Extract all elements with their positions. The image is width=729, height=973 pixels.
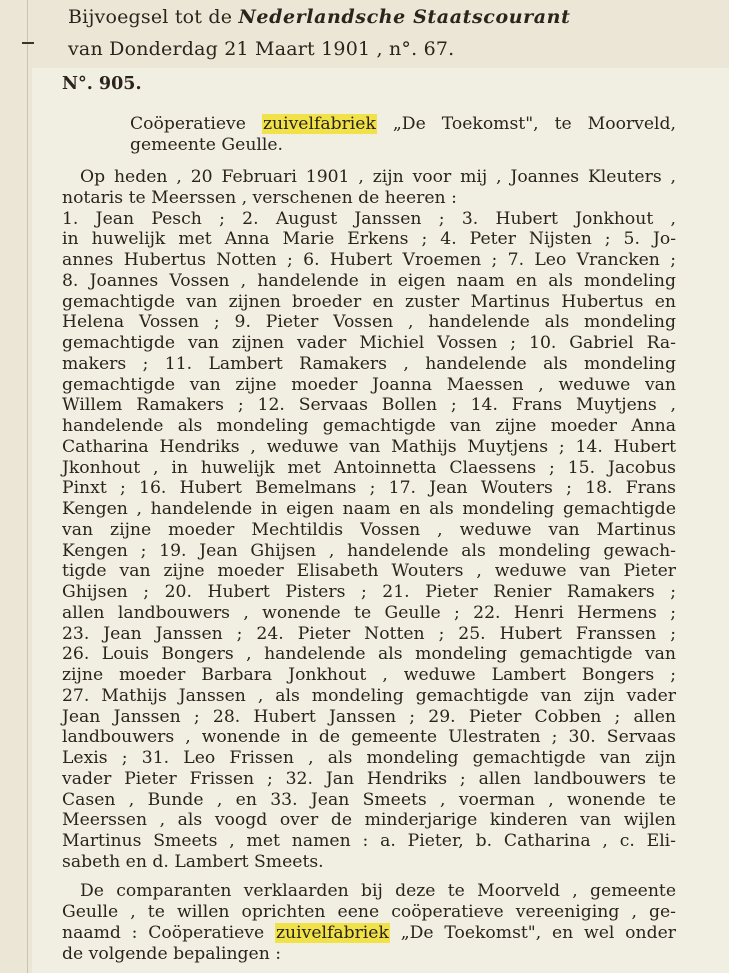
- body-line: gemachtigde van zijnen vader Michiel Vossen ; 10. Gabriel Ra-: [62, 333, 676, 353]
- highlighted-term: zuivelfabriek: [262, 114, 376, 134]
- body-line: makers ; 11. Lambert Ramakers , handelende als mondeling: [62, 353, 676, 374]
- body-line: zijne moeder Barbara Jonkhout , weduwe Lambert Bongers ;: [62, 665, 676, 685]
- body-line: handelende als mondeling gemachtigde van zijne moeder Anna: [62, 416, 676, 436]
- body-line: Pinxt ; 16. Hubert Bemelmans ; 17. Jean Wouters ; 18. Frans: [62, 478, 676, 499]
- body-line: Jkonhout , in huwelijk met Antoinnetta Claessens ; 15. Jacobus: [62, 457, 676, 478]
- margin-mark: [22, 42, 34, 44]
- body-line: allen landbouwers , wonende te Geulle ; 22. Henri Hermens ;: [62, 602, 676, 623]
- body-line: Kengen ; 19. Jean Ghijsen , handelende als mondeling gewach-: [62, 540, 676, 561]
- closing-line-4: de volgende bepalingen :: [62, 944, 282, 964]
- header-prefix: Bijvoegsel tot de: [68, 6, 233, 28]
- body-line: Jean Janssen ; 28. Hubert Janssen ; 29. Pieter Cobben ; allen: [62, 706, 676, 727]
- closing-prefix: naamd : Coöperatieve: [62, 923, 265, 943]
- closing-line-3: [62, 923, 676, 944]
- body-line: Lexis ; 31. Leo Frissen , als mondeling gemachtigde van zijn: [62, 748, 676, 768]
- body-line: Willem Ramakers ; 12. Servaas Bollen ; 14. Frans Muytjens ,: [62, 395, 676, 416]
- body-line: in huwelijk met Anna Marie Erkens ; 4. Peter Nijsten ; 5. Jo-: [62, 229, 676, 250]
- header-publication-title: Nederlandsche Staatscourant: [238, 6, 571, 28]
- article-number: N°. 905.: [62, 74, 142, 94]
- header-supplement-line: [68, 6, 570, 28]
- body-line: Kengen , handelende in eigen naam en als mondeling gemachtigde: [62, 499, 676, 519]
- body-line: 8. Joannes Vossen , handelende in eigen naam en als mondeling: [62, 270, 676, 291]
- article-title-line-1: [130, 114, 676, 135]
- article-title-line-2: gemeente Geulle.: [130, 135, 284, 155]
- body-line: Helena Vossen ; 9. Pieter Vossen , handelende als mondeling: [62, 312, 676, 333]
- body-line: annes Hubertus Notten ; 6. Hubert Vroemen ; 7. Leo Vrancken ;: [62, 250, 676, 270]
- body-line: 27. Mathijs Janssen , als mondeling gemachtigde van zijn vader: [62, 685, 676, 706]
- body-line: vader Pieter Frissen ; 32. Jan Hendriks ; allen landbouwers te: [62, 768, 676, 789]
- body-line: 23. Jean Janssen ; 24. Pieter Notten ; 25. Hubert Franssen ;: [62, 623, 676, 644]
- body-line: van zijne moeder Mechtildis Vossen , weduwe van Martinus: [62, 519, 676, 540]
- body-line: 1. Jean Pesch ; 2. August Janssen ; 3. Hubert Jonkhout ,: [62, 208, 676, 229]
- body-line: tigde van zijne moeder Elisabeth Wouters , weduwe van Pieter: [62, 561, 676, 582]
- left-margin-rule: [27, 0, 28, 973]
- body-line: Op heden , 20 Februari 1901 , zijn voor mij , Joannes Kleuters ,: [80, 167, 676, 187]
- closing-line-1: De comparanten verklaarden bij deze te Moorveld , gemeente: [80, 881, 676, 901]
- body-line: gemachtigde van zijne moeder Joanna Maessen , weduwe van: [62, 374, 676, 395]
- title-suffix: „De Toekomst", te Moorveld,: [392, 114, 677, 134]
- body-line: notaris te Meerssen , verschenen de heeren :: [62, 187, 457, 208]
- closing-suffix: „De Toekomst", en wel onder: [400, 923, 676, 943]
- body-line: 26. Louis Bongers , handelende als mondeling gemachtigde van: [62, 644, 676, 665]
- body-line: Ghijsen ; 20. Hubert Pisters ; 21. Pieter Renier Ramakers ;: [62, 582, 676, 602]
- body-line: sabeth en d. Lambert Smeets.: [62, 851, 324, 872]
- body-line: Catharina Hendriks , weduwe van Mathijs Muytjens ; 14. Hubert: [62, 436, 676, 457]
- title-prefix: Coöperatieve: [130, 114, 246, 134]
- closing-line-2: Geulle , te willen oprichten eene coöperatieve vereeniging , ge-: [62, 902, 676, 922]
- body-line: Martinus Smeets , met namen : a. Pieter, b. Catharina , c. Eli-: [62, 831, 676, 851]
- body-line: gemachtigde van zijnen broeder en zuster Martinus Hubertus en: [62, 291, 676, 312]
- body-line: landbouwers , wonende in de gemeente Ulestraten ; 30. Servaas: [62, 727, 676, 748]
- highlighted-term: zuivelfabriek: [275, 923, 389, 943]
- body-line: Meerssen , als voogd over de minderjarige kinderen van wijlen: [62, 810, 676, 831]
- body-line: Casen , Bunde , en 33. Jean Smeets , voerman , wonende te: [62, 789, 676, 810]
- header-date-line: van Donderdag 21 Maart 1901 , n°. 67.: [68, 38, 455, 60]
